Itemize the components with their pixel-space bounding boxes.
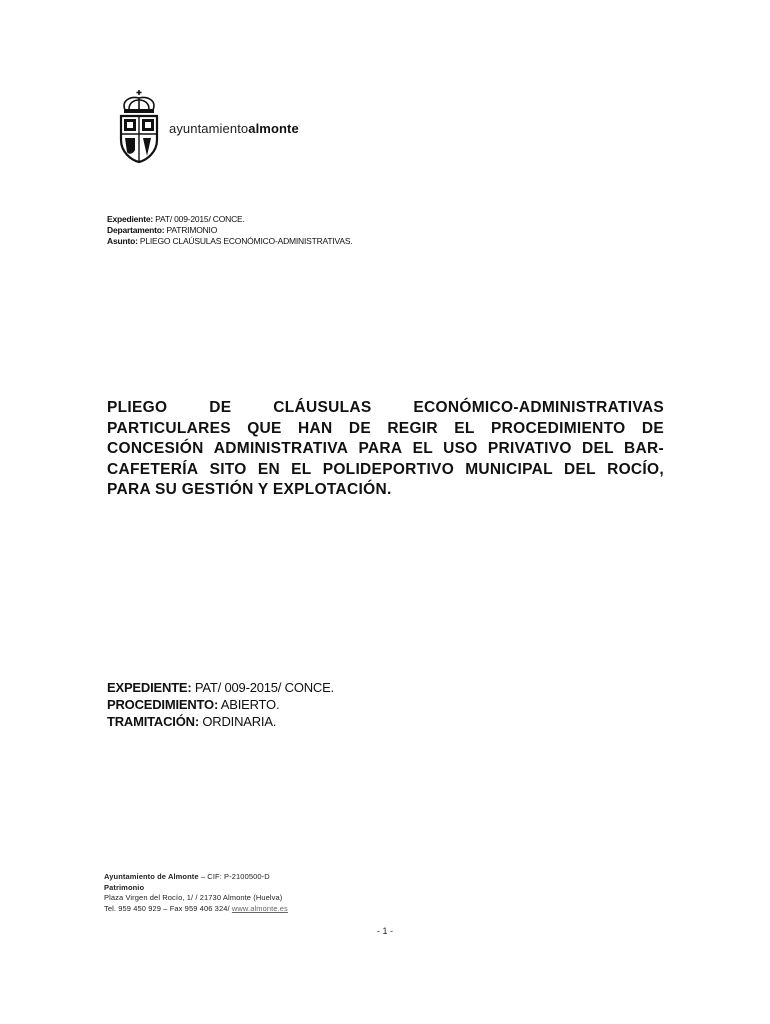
title-word: POLIDEPORTIVO xyxy=(322,460,455,478)
footer-cif: – CIF: P-2100500-D xyxy=(198,872,270,881)
title-word: DEL xyxy=(564,460,596,478)
meta-expediente-label: Expediente: xyxy=(107,214,153,224)
title-word: USO xyxy=(443,440,478,457)
title-word: ECONÓMICO-ADMINISTRATIVAS xyxy=(413,399,664,416)
title-word: PRIVATIVO xyxy=(487,440,572,457)
document-title xyxy=(107,398,664,501)
coat-of-arms-icon xyxy=(117,88,167,166)
details-expediente xyxy=(107,679,334,696)
title-word: BAR- xyxy=(624,440,664,457)
title-word: REGIR xyxy=(387,419,438,437)
title-word: ROCÍO, xyxy=(607,460,664,478)
title-word: CONCESIÓN xyxy=(107,440,204,457)
title-word: HAN xyxy=(298,419,333,437)
title-word: DE xyxy=(641,419,664,437)
title-word: ADMINISTRATIVA xyxy=(213,440,349,457)
page-footer xyxy=(104,872,288,914)
title-word: DEL xyxy=(581,440,614,457)
title-word: MUNICIPAL xyxy=(465,460,553,478)
logo-text-light: ayuntamiento xyxy=(169,121,249,136)
title-line-5: PARA SU GESTIÓN Y EXPLOTACIÓN. xyxy=(107,481,392,498)
header-meta xyxy=(107,214,352,247)
footer-contact-line xyxy=(104,904,288,915)
title-word: QUE xyxy=(247,419,282,437)
title-line-4 xyxy=(107,460,664,481)
title-word: EL xyxy=(412,440,433,457)
title-word: SITO xyxy=(209,460,247,478)
footer-address: Plaza Virgen del Rocío, 1/ / 21730 Almonte (Huelva) xyxy=(104,893,283,902)
title-word: DE xyxy=(348,419,371,437)
meta-asunto xyxy=(107,236,352,247)
meta-expediente-value: PAT/ 009-2015/ CONCE. xyxy=(152,214,245,224)
meta-departamento xyxy=(107,225,352,236)
footer-org: Ayuntamiento de Almonte xyxy=(104,872,199,881)
meta-departamento-label: Departamento: xyxy=(107,225,165,235)
footer-website-link[interactable]: www.almonte.es xyxy=(231,903,288,913)
title-word: DE xyxy=(209,399,232,416)
footer-dept: Patrimonio xyxy=(104,882,145,892)
logo-wordmark xyxy=(169,121,299,136)
details-tramitacion-value: ORDINARIA. xyxy=(198,714,277,729)
details-procedimiento xyxy=(107,696,334,713)
title-word: EL xyxy=(454,419,475,437)
title-word: PROCEDIMIENTO xyxy=(490,419,626,437)
title-word: PARTICULARES xyxy=(107,419,231,437)
footer-org-line xyxy=(104,872,288,883)
meta-asunto-value: PLIEGO CLAÚSULAS ECONÓMICO-ADMINISTRATIVAS. xyxy=(137,236,353,246)
meta-departamento-value: PATRIMONIO xyxy=(164,225,218,235)
meta-asunto-label: Asunto: xyxy=(107,236,138,246)
details-expediente-value: PAT/ 009-2015/ CONCE. xyxy=(191,680,334,695)
logo xyxy=(117,88,327,168)
page-number: - 1 - xyxy=(376,926,393,936)
details-tramitacion xyxy=(107,713,334,730)
title-word: PARA xyxy=(358,440,403,457)
title-line-1 xyxy=(107,398,664,419)
title-line-3 xyxy=(107,439,664,460)
details-procedimiento-label: PROCEDIMIENTO: xyxy=(107,697,219,712)
details-block xyxy=(107,679,334,730)
title-word: EN xyxy=(257,460,280,478)
title-word: CAFETERÍA xyxy=(107,460,199,478)
footer-dept-line xyxy=(104,883,288,894)
details-tramitacion-label: TRAMITACIÓN: xyxy=(107,714,199,729)
title-word: CLÁUSULAS xyxy=(273,399,372,416)
logo-text-bold: almonte xyxy=(248,121,299,136)
details-procedimiento-value: ABIERTO. xyxy=(218,697,280,712)
details-expediente-label: EXPEDIENTE: xyxy=(107,680,192,695)
title-word: EL xyxy=(291,460,312,478)
title-word: PLIEGO xyxy=(107,399,168,416)
footer-phone: Tel. 959 450 929 – Fax 959 406 324/ xyxy=(104,903,232,913)
title-line-2 xyxy=(107,419,664,440)
meta-expediente xyxy=(107,214,352,225)
